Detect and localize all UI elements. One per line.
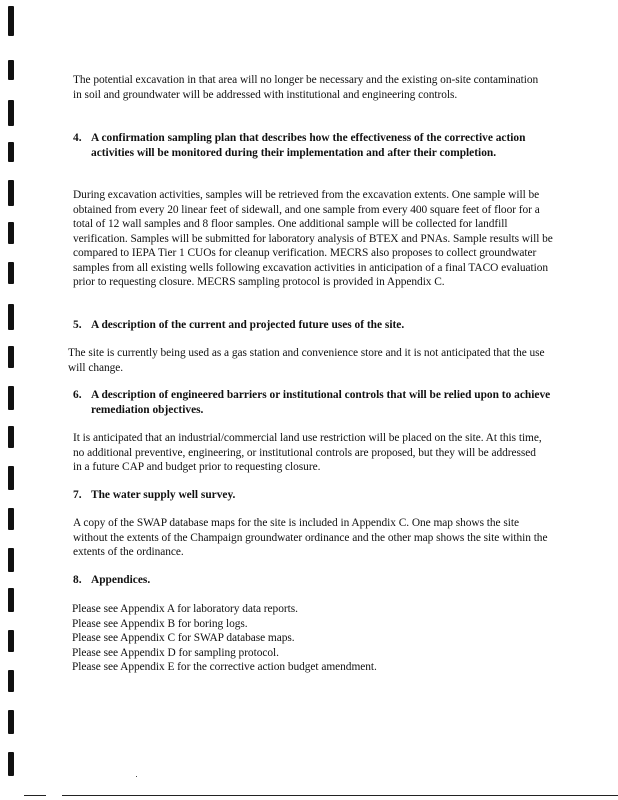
binder-mark: [8, 304, 14, 330]
section-body-7: A copy of the SWAP database maps for the site is included in Appendix C. One map shows the site without the extents of the Champaign groundwater ordinance and the other map shows the site within the extents of the ordinance.: [73, 517, 548, 558]
binder-mark: [8, 752, 14, 776]
intro-paragraph: The potential excavation in that area will no longer be necessary and the existing on-site contamination in soil and groundwater will be addressed with institutional and engineering controls.: [73, 74, 539, 101]
binder-mark: [8, 548, 14, 572]
appendix-list: [72, 602, 542, 675]
scan-artifact: [24, 795, 46, 796]
binder-mark: [8, 426, 14, 448]
binder-mark: [8, 508, 14, 530]
list-item: Please see Appendix B for boring logs.: [72, 617, 248, 630]
list-item: Please see Appendix A for laboratory data reports.: [72, 603, 298, 615]
section-heading-8: [73, 573, 543, 588]
section-heading-5: [73, 318, 543, 333]
binder-mark: [8, 222, 14, 244]
binder-mark: [8, 386, 14, 410]
scan-artifact: [136, 776, 137, 777]
binder-mark: [8, 6, 14, 36]
binder-mark: [8, 466, 14, 490]
binder-mark: [8, 262, 14, 284]
section-heading-6: [73, 388, 553, 417]
binder-mark: [8, 142, 14, 162]
binder-mark: [8, 710, 14, 734]
section-heading-text: Appendices.: [91, 574, 151, 586]
list-item: Please see Appendix D for sampling protocol.: [72, 646, 279, 659]
section-body-4: During excavation activities, samples will be retrieved from the excavation extents. One sample will be obtained from every 20 linear feet of sidewall, and one sample from every 400 square feet of floor for a total of 12 wall samples and 8 floor samples. One additional sample will be collected for landfill verification. Samples will be submitted for laboratory analysis of BTEX and PNAs. Sample results will be compared to IEPA Tier 1 CUOs for cleanup verification. MECRS also proposes to collect groundwater samples from all existing wells following excavation activities in anticipation of a final TACO evaluation prior to requesting closure. MECRS sampling protocol is provided in Appendix C.: [73, 189, 553, 288]
binder-mark: [8, 630, 14, 652]
binder-mark: [8, 100, 14, 126]
section-number: 4.: [73, 132, 82, 144]
binder-mark: [8, 180, 14, 206]
section-number: 7.: [73, 489, 82, 501]
list-item: Please see Appendix E for the corrective action budget amendment.: [72, 661, 377, 673]
section-heading-text: The water supply well survey.: [91, 489, 236, 501]
section-number: 5.: [73, 319, 82, 331]
section-heading-4: [73, 131, 543, 160]
scan-artifact: [62, 795, 618, 796]
binder-mark: [8, 670, 14, 692]
section-heading-text: A confirmation sampling plan that describes how the effectiveness of the corrective action activities will be monitored during their implementation and after their completion.: [91, 132, 526, 159]
binder-mark: [8, 346, 14, 368]
list-item: Please see Appendix C for SWAP database maps.: [72, 632, 295, 644]
binder-mark: [8, 588, 14, 612]
section-heading-7: [73, 488, 543, 503]
section-heading-text: A description of the current and projected future uses of the site.: [91, 319, 405, 331]
section-heading-text: A description of engineered barriers or institutional controls that will be relied upon to achieve remediation objectives.: [91, 389, 551, 416]
section-body-5: The site is currently being used as a gas station and convenience store and it is not anticipated that the use will change.: [68, 347, 545, 374]
binder-mark: [8, 60, 14, 80]
section-number: 8.: [73, 574, 82, 586]
section-body-6: It is anticipated that an industrial/commercial land use restriction will be placed on the site. At this time, no additional preventive, engineering, or institutional controls are proposed, but they will be addressed in a future CAP and budget prior to requesting closure.: [73, 432, 542, 473]
section-number: 6.: [73, 389, 82, 401]
